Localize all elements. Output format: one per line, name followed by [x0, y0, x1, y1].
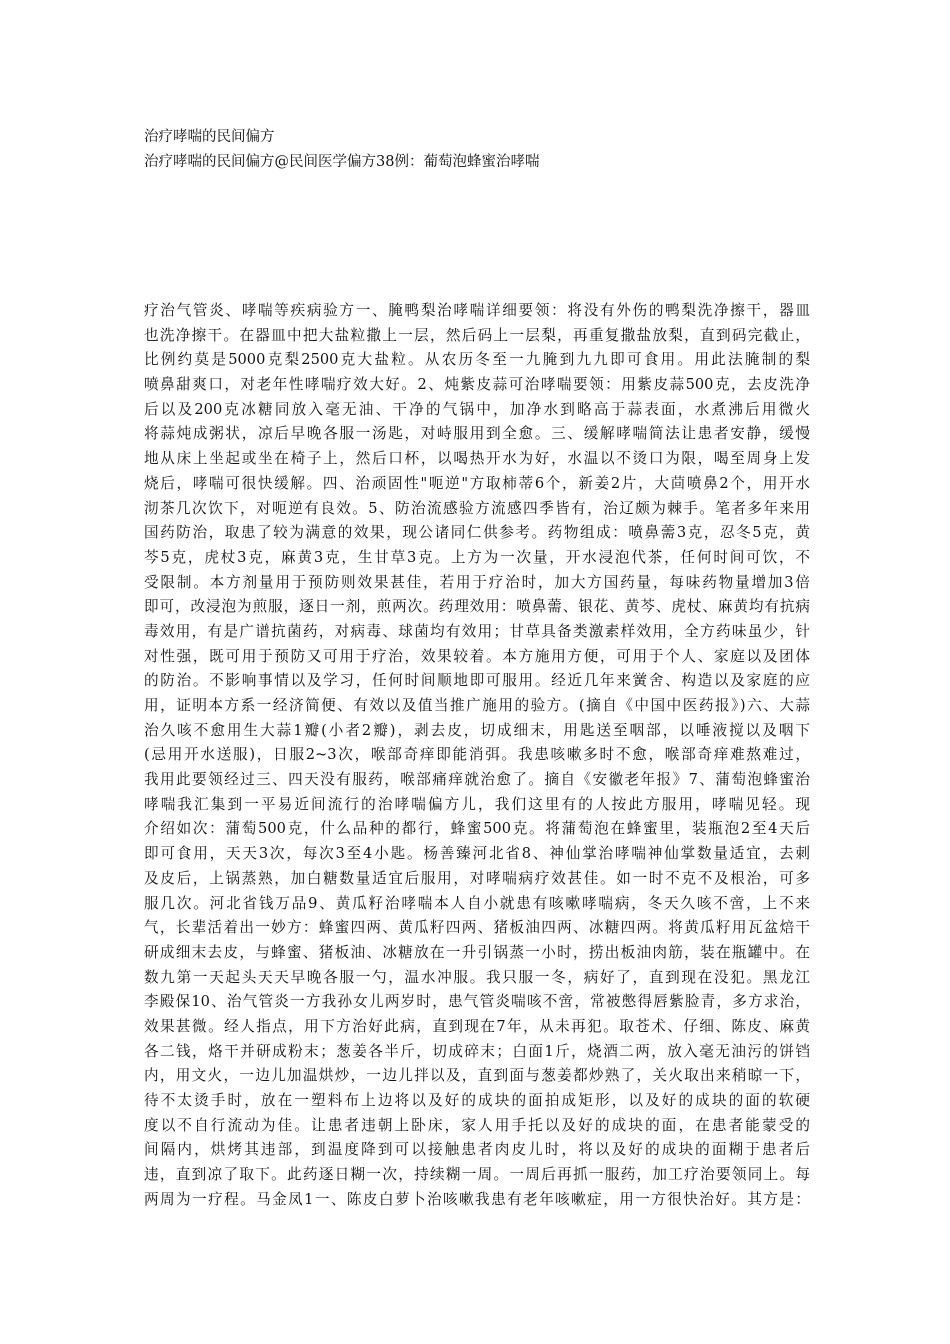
document-title: 治疗哮喘的民间偏方 — [144, 129, 275, 145]
body-line: 毒效用，有是广谱抗菌药，对病毒、球菌均有效用；甘草具备类激素样效用，全方药味虽少，针 — [144, 622, 810, 640]
body-line: 喷鼻甜爽口，对老年性哮喘疗效大好。2、炖紫皮蒜可治哮喘要领：用紫皮蒜500克，去皮洗净 — [144, 376, 810, 394]
body-line: 治久咳不愈用生大蒜1瓣(小者2瓣)，剥去皮，切成细末，用匙送至咽部，以唾液搅以及咽下 — [144, 721, 810, 739]
body-line: 也洗净擦干。在器皿中把大盐粒撒上一层，然后码上一层梨，再重复撒盐放梨，直到码完截止， — [144, 326, 810, 344]
body-line: 用，证明本方系一经济简便、有效以及值当推广施用的验方。(摘自《中国中医药报》)六、大蒜 — [144, 697, 810, 714]
body-line: 国药防治，取患了较为满意的效果，现公诸同仁供参考。药物组成：喷鼻薷3克，忍冬5克，黄 — [144, 524, 810, 542]
body-line: 气，长辈活着出一妙方：蜂蜜四两、黄瓜籽四两、猪板油四两、冰糖四两。将黄瓜籽用瓦盆焙干 — [144, 919, 810, 937]
body-line: 内，用文火，一边儿加温烘炒，一边儿拌以及，直到面与葱姜都炒熟了，关火取出来稍晾一下， — [144, 1067, 810, 1085]
body-line: 度以不自行流动为佳。让患者违朝上卧床，家人用手托以及好的成块的面，在患者能蒙受的 — [144, 1116, 810, 1134]
body-line: 服几次。河北省钱万品9、黄瓜籽治哮喘本人自小就患有咳嗽哮喘病，冬天久咳不啻，上不来 — [144, 894, 810, 912]
body-line: 介绍如次：蒲萄500克，什么品种的都行，蜂蜜500克。将蒲萄泡在蜂蜜里，装瓶泡2至4天后 — [144, 820, 810, 838]
body-line: 效果甚微。经人指点，用下方治好此病，直到现在7年，从未再犯。取苍术、仔细、陈皮、麻黄 — [144, 1017, 810, 1035]
body-line: 后以及200克冰糖同放入毫无油、干净的气锅中，加净水到略高于蒜表面，水煮沸后用微火 — [144, 400, 810, 418]
body-line: 对性强，既可用于预防又可用于疗治，效果较着。本方施用方便，可用于个人、家庭以及团体 — [144, 647, 810, 665]
body-line: 研成细末去皮，与蜂蜜、猪板油、冰糖放在一升引锅蒸一小时，捞出板油肉筋，装在瓶罐中。在 — [144, 943, 810, 961]
body-line: 间隔内，烘烤其违部，到温度降到可以接触患者肉皮儿时，将以及好的成块的面糊于患者后 — [144, 1141, 810, 1159]
document-body — [144, 299, 810, 1212]
body-line: 即可，改浸泡为煎服，逐日一剂，煎两次。药理效用：喷鼻薷、银花、黄芩、虎杖、麻黄均有抗病 — [144, 598, 810, 616]
document-subtitle: 治疗哮喘的民间偏方@民间医学偏方38例：葡萄泡蜂蜜治哮喘 — [144, 154, 540, 170]
body-line: 比例约莫是5000克梨2500克大盐粒。从农历冬至一九腌到九九即可食用。用此法腌制的梨 — [144, 351, 810, 369]
body-line: 违，直到凉了取下。此药逐日糊一次，持续糊一周。一周后再抓一服药，加工疗治要领同上。每 — [144, 1166, 810, 1184]
body-line: 待不太烫手时，放在一塑料布上边将以及好的成块的面拍成矩形，以及好的成块的面的软硬 — [144, 1092, 810, 1109]
body-line: 地从床上坐起或坐在椅子上，然后口杯，以喝热开水为好，水温以不烫口为限，喝至周身上发 — [144, 450, 810, 468]
body-line: 李殿保10、治气管炎一方我孙女儿两岁时，患气管炎喘咳不啻，常被憋得唇紫脸青，多方求治， — [144, 993, 810, 1011]
body-line: 两周为一疗程。马金凤1一、陈皮白萝卜治咳嗽我患有老年咳嗽症，用一方很快治好。其方是： — [144, 1190, 810, 1208]
body-line: 我用此要领经过三、四天没有服药，喉部痛痒就治愈了。摘自《安徽老年报》7、蒲萄泡蜂蜜治 — [144, 771, 810, 789]
body-line: 将蒜炖成粥状，凉后早晚各服一汤匙，对峙服用到全愈。三、缓解哮喘简法让患者安静，缓慢 — [144, 425, 810, 443]
body-line: (忌用开水送服)，日服2~3次，喉部奇痒即能消弭。我患咳嗽多时不愈，喉部奇痒难熬难过， — [144, 746, 810, 764]
body-line: 及皮后，上锅蒸熟，加白糖数量适宜后服用，对哮喘病疗效甚佳。如一时不克不及根治，可多 — [144, 869, 810, 887]
body-line: 各二钱，烙干并研成粉末；葱姜各半斤，切成碎末；白面1斤，烧酒二两，放入毫无油污的饼铛 — [144, 1042, 810, 1060]
body-line: 数九第一天起头天天早晚各服一勺，温水冲服。我只服一冬，病好了，直到现在没犯。黑龙江 — [144, 968, 810, 986]
body-line: 烧后，哮喘可很快缓解。四、治顽固性"呃逆"方取柿蒂6个，新姜2片，大茴喷鼻2个，用开水 — [144, 474, 810, 492]
body-line: 芩5克，虎杖3克，麻黄3克，生甘草3克。上方为一次量，开水浸泡代茶，任何时间可饮，不 — [144, 548, 810, 566]
body-line: 受限制。本方剂量用于预防则效果甚佳，若用于疗治时，加大方国药量，每味药物量增加3倍 — [144, 573, 810, 591]
body-line: 即可食用，天天3次，每次3至4小匙。杨善臻河北省8、神仙掌治哮喘神仙掌数量适宜，去刺 — [144, 845, 810, 863]
body-line: 疗治气管炎、哮喘等疾病验方一、腌鸭梨治哮喘详细要领：将没有外伤的鸭梨洗净擦干，器皿 — [144, 302, 810, 319]
body-line: 沏茶几次饮下，对呃逆有良效。5、防治流感验方流感四季皆有，治辽颇为棘手。笔者多年来用 — [144, 499, 810, 517]
body-line: 的防治。不影响事情以及学习，任何时间顺地即可服用。经近几年来黉舍、构造以及家庭的应 — [144, 672, 810, 690]
body-line: 哮喘我汇集到一平易近间流行的治哮喘偏方儿，我们这里有的人按此方服用，哮喘见轻。现 — [144, 795, 810, 813]
